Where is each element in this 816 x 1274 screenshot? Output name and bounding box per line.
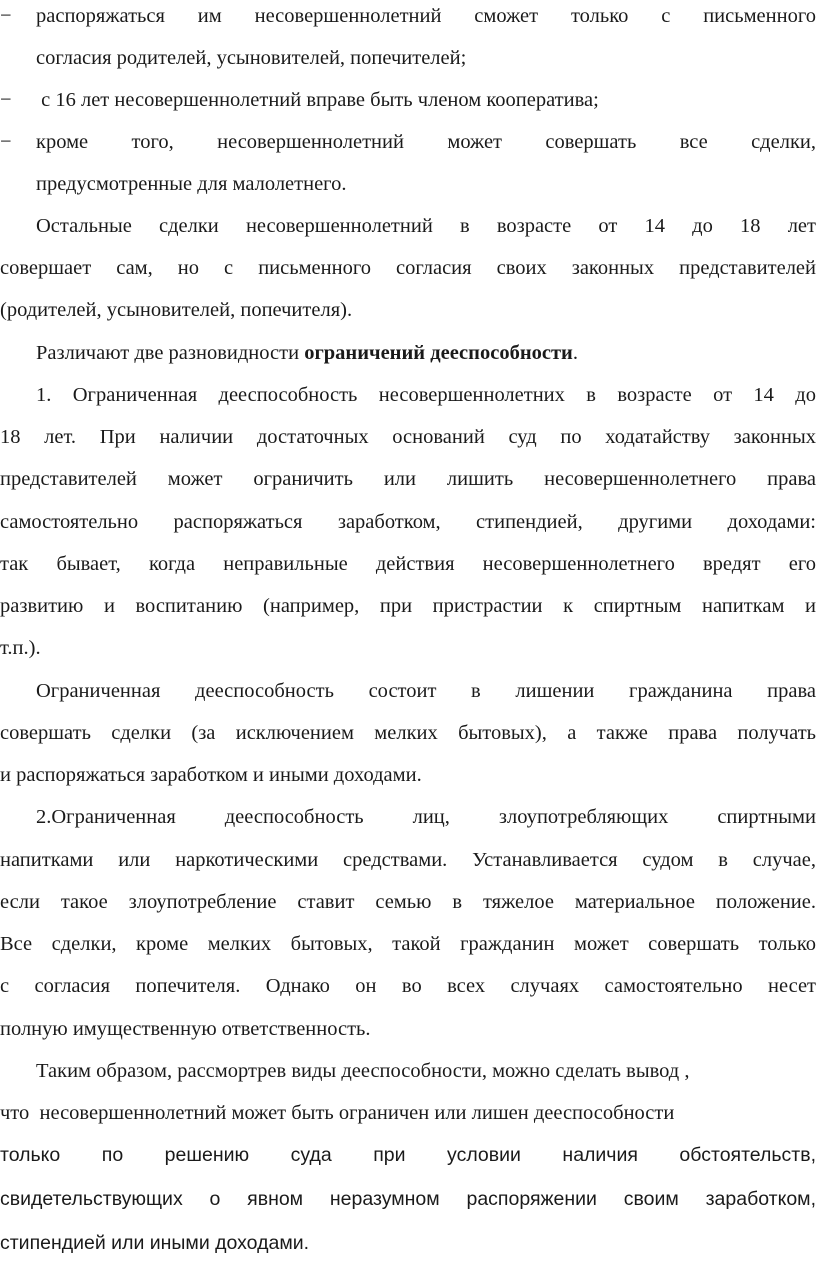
- text-line: (родителей, усыновителей, попечителя).: [0, 299, 353, 321]
- text-line: полную имущественную ответственность.: [0, 1018, 371, 1040]
- text-line: 2.Ограниченная дееспособность лиц, злоупотребляющих спиртными: [36, 806, 816, 828]
- text-line: предусмотренные для малолетнего.: [36, 173, 347, 195]
- text-line: так бывает, когда неправильные действия несовершеннолетнего вредят его: [0, 553, 816, 575]
- text-span: .: [572, 342, 578, 364]
- text-line: с согласия попечителя. Однако он во всех случаях самостоятельно несет: [0, 975, 816, 997]
- text-line: Остальные сделки несовершеннолетний в возрасте от 14 до 18 лет: [36, 215, 816, 237]
- bullet-dash: −: [0, 5, 12, 27]
- text-line: напитками или наркотическими средствами. Устанавливается судом в случае,: [0, 849, 816, 871]
- text-line: согласия родителей, усыновителей, попечителей;: [36, 47, 467, 69]
- bullet-dash: −: [0, 89, 12, 111]
- text-line: свидетельствующих о явном неразумном распоряжении своим заработком,: [0, 1188, 816, 1210]
- text-line: только по решению суда при условии наличия обстоятельств,: [0, 1144, 816, 1166]
- text-line: Все сделки, кроме мелких бытовых, такой гражданин может совершать только: [0, 933, 816, 955]
- paragraph: [36, 339, 816, 367]
- text-line: и распоряжаться заработком и иными доходами.: [0, 764, 422, 786]
- text-line: кроме того, несовершеннолетний может совершать все сделки,: [36, 131, 816, 153]
- text-line: самостоятельно распоряжаться заработком, стипендией, другими доходами:: [0, 511, 816, 533]
- text-line: представителей может ограничить или лишить несовершеннолетнего права: [0, 468, 816, 490]
- text-line: Ограниченная дееспособность состоит в лишении гражданина права: [36, 680, 816, 702]
- text-line: развитию и воспитанию (например, при пристрастии к спиртным напиткам и: [0, 595, 816, 617]
- text-line: распоряжаться им несовершеннолетний сможет только с письменного: [36, 5, 816, 27]
- text-line: если такое злоупотребление ставит семью в тяжелое материальное положение.: [0, 891, 816, 913]
- text-line: 18 лет. При наличии достаточных оснований суд по ходатайству законных: [0, 426, 816, 448]
- text-line: совершать сделки (за исключением мелких бытовых), а также права получать: [0, 722, 816, 744]
- bullet-dash: −: [0, 131, 12, 153]
- text-line: что несовершеннолетний может быть ограничен или лишен дееспособности: [0, 1102, 675, 1124]
- text-line: с 16 лет несовершеннолетний вправе быть членом кооператива;: [36, 89, 599, 111]
- text-line: т.п.).: [0, 637, 41, 659]
- text-span: Различают две разновидности: [36, 342, 305, 364]
- text-line: совершает сам, но с письменного согласия своих законных представителей: [0, 257, 816, 279]
- text-line: стипендией или иными доходами.: [0, 1232, 310, 1254]
- text-line: Таким образом, рассмортрев виды дееспособности, можно сделать вывод ,: [36, 1060, 690, 1082]
- bold-term: ограничений дееспособности: [304, 342, 573, 364]
- text-line: 1. Ограниченная дееспособность несовершеннолетних в возрасте от 14 до: [36, 384, 816, 406]
